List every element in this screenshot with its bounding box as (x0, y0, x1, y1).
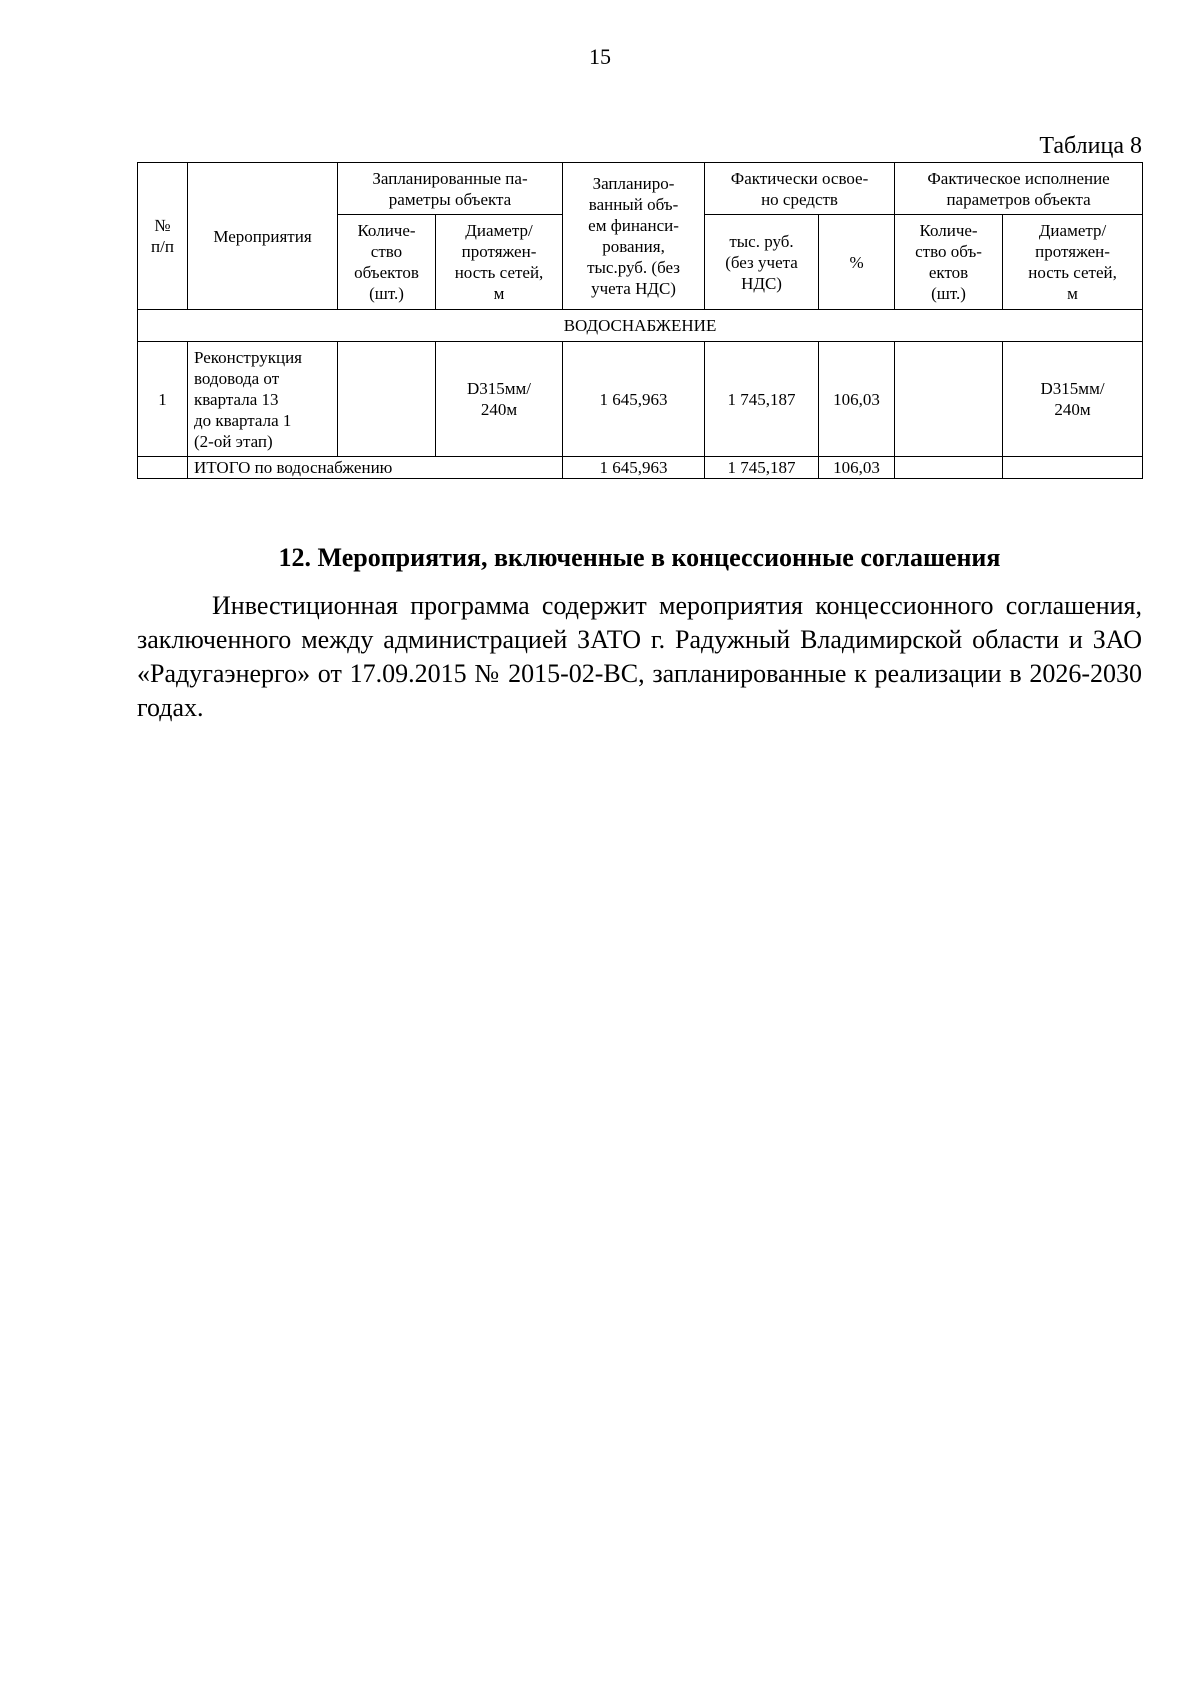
row-actual-count (895, 342, 1003, 457)
header-planned-count: Количе- ство объектов (шт.) (338, 215, 436, 310)
header-actual-params: Фактическое исполнение параметров объекта (895, 163, 1143, 215)
row-measure: Реконструкция водовода от квартала 13 до квартала 1 (2-ой этап) (188, 342, 338, 457)
header-actual-rub: тыс. руб. (без учета НДС) (705, 215, 819, 310)
table-row (138, 342, 1143, 457)
header-actual-funds: Фактически освое- но средств (705, 163, 895, 215)
total-num (138, 457, 188, 479)
row-planned-diameter: D315мм/ 240м (436, 342, 563, 457)
section-label-water-supply: ВОДОСНАБЖЕНИЕ (138, 310, 1143, 342)
row-actual-diameter: D315мм/ 240м (1003, 342, 1143, 457)
header-planned-finance: Запланиро- ванный объ- ем финанси- рования, тыс.руб. (без учета НДС) (563, 163, 705, 310)
total-label: ИТОГО по водоснабжению (188, 457, 563, 479)
page-number: 15 (589, 44, 611, 69)
total-actual-count (895, 457, 1003, 479)
row-planned-count (338, 342, 436, 457)
header-actual-pct: % (819, 215, 895, 310)
row-planned-finance: 1 645,963 (563, 342, 705, 457)
header-num: № п/п (138, 163, 188, 310)
row-actual-rub: 1 745,187 (705, 342, 819, 457)
table-caption: Таблица 8 (1039, 133, 1142, 159)
total-row (138, 457, 1143, 479)
total-actual-diameter (1003, 457, 1143, 479)
total-actual-pct: 106,03 (819, 457, 895, 479)
total-actual-rub: 1 745,187 (705, 457, 819, 479)
section-paragraph: Инвестиционная программа содержит мероприятия концессионного соглашения, заключенного между администрацией ЗАТО г. Радужный Владимирской области и ЗАО «Радугаэнерго» от 17.09.2015 № 2015-02-ВС, запланированные к реализации в 2026-2030 годах. (137, 591, 1142, 722)
data-table (137, 162, 1143, 479)
row-actual-pct: 106,03 (819, 342, 895, 457)
header-actual-count: Количе- ство объ- ектов (шт.) (895, 215, 1003, 310)
header-planned-params: Запланированные па- раметры объекта (338, 163, 563, 215)
header-measures: Мероприятия (188, 163, 338, 310)
row-num: 1 (138, 342, 188, 457)
total-planned-finance: 1 645,963 (563, 457, 705, 479)
header-actual-diameter: Диаметр/ протяжен- ность сетей, м (1003, 215, 1143, 310)
section-heading: 12. Мероприятия, включенные в концессионные соглашения (278, 543, 1001, 572)
header-planned-diameter: Диаметр/ протяжен- ность сетей, м (436, 215, 563, 310)
